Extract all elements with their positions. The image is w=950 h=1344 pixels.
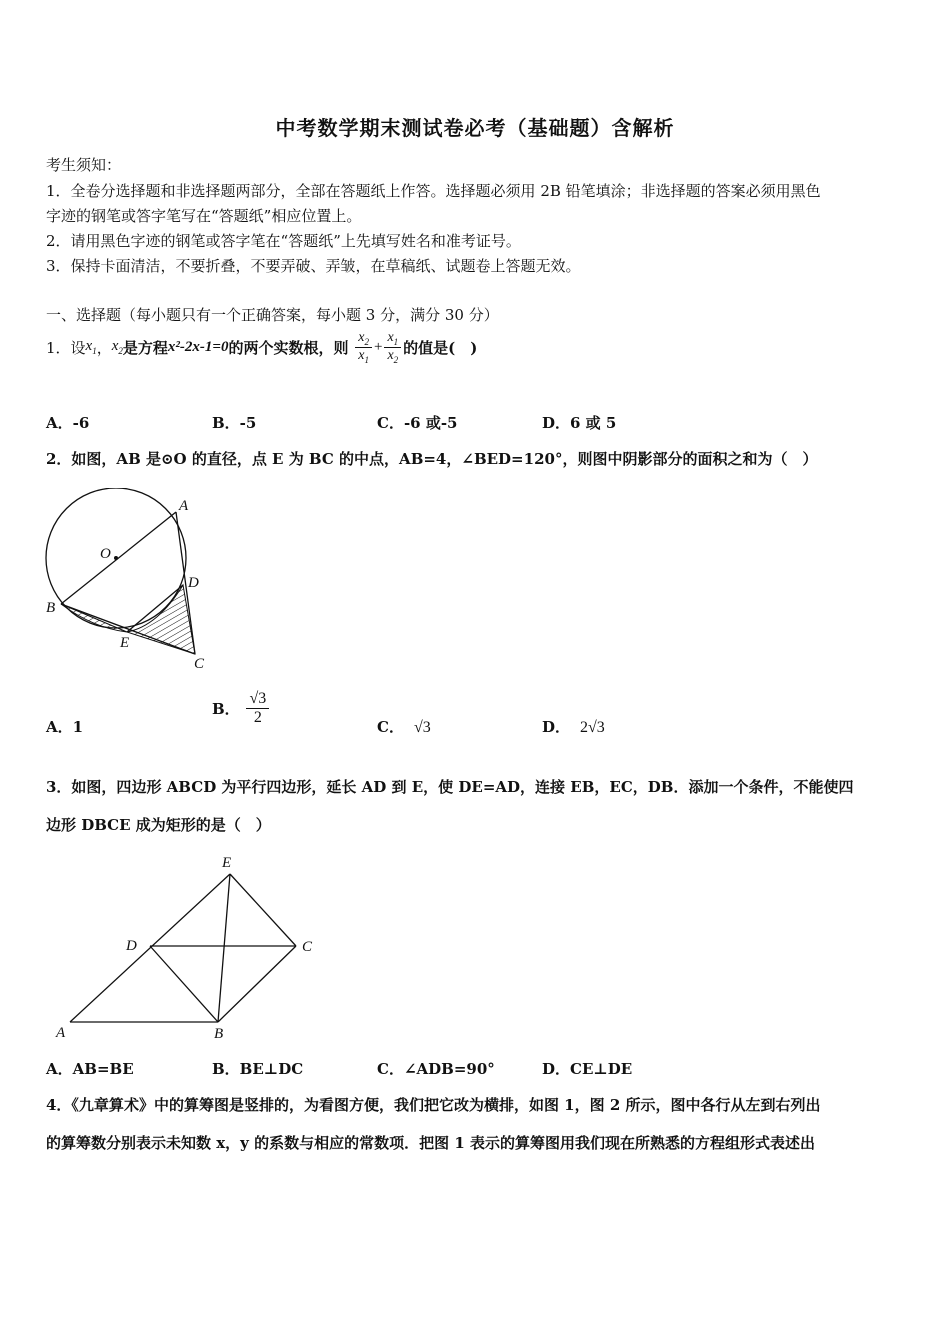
segment-ec xyxy=(230,874,296,946)
q2-option-c[interactable] xyxy=(377,716,431,737)
shaded-region-right xyxy=(127,585,195,654)
q3-option-d[interactable]: D．CE⊥DE xyxy=(542,1060,633,1078)
q2-option-b-label: B． xyxy=(212,700,240,718)
q2-option-a[interactable]: A．1 xyxy=(46,718,84,736)
segment-db xyxy=(150,946,218,1022)
q3-option-b[interactable]: B．BE⊥DC xyxy=(212,1060,304,1078)
label-e: E xyxy=(222,855,232,871)
q1-option-a[interactable]: A．-6 xyxy=(46,414,90,432)
q1-suffix: 的值是( ) xyxy=(403,338,478,357)
q1-option-b[interactable]: B．-5 xyxy=(212,414,257,432)
label-a: A xyxy=(179,498,189,514)
q2-option-d-label: D． xyxy=(542,718,571,736)
segment-ae xyxy=(70,874,230,1022)
label-b: B xyxy=(214,1026,224,1042)
question-3-line-1: 3．如图，四边形 ABCD 为平行四边形，延长 AD 到 E，使 DE=AD，连接 EB，EC，DB．添加一个条件，不能使四 xyxy=(46,778,854,796)
label-a: A xyxy=(56,1025,66,1041)
segment-eb xyxy=(218,874,230,1022)
center-point xyxy=(114,556,118,560)
q1-equation: x²-2x-1=0 xyxy=(167,338,229,355)
label-c: C xyxy=(194,656,205,672)
notice-heading: 考生须知： xyxy=(46,156,122,174)
q2-option-d-value: 2√3 xyxy=(580,719,605,736)
q1-prefix: 1．设 xyxy=(46,338,86,357)
notice-line-3: 3．保持卡面清洁，不要折叠，不要弄破、弄皱，在草稿纸、试题卷上答题无效。 xyxy=(46,257,581,275)
q2-option-b[interactable] xyxy=(212,690,271,727)
label-b: B xyxy=(46,600,56,616)
q1-sep: ， xyxy=(96,338,112,357)
q2-option-b-fraction: $\frac{√3}{2}$ xyxy=(246,690,269,727)
label-d: D xyxy=(126,938,137,954)
q1-fraction-2: $\frac{x_1}{x_2}$ xyxy=(384,330,401,365)
diameter-ab xyxy=(61,512,176,604)
label-d: D xyxy=(188,575,199,591)
q1-x2: $x_2$ xyxy=(111,338,123,357)
page-title: 中考数学期末测试卷必考（基础题）含解析 xyxy=(275,116,675,140)
q1-option-c[interactable]: C．-6 或-5 xyxy=(377,414,458,432)
notice-line-1b: 字迹的钢笔或答字笔写在“答题纸”相应位置上。 xyxy=(46,207,362,225)
q2-option-c-label: C． xyxy=(377,718,404,736)
question-4-line-2: 的算筹数分别表示未知数 x，y 的系数与相应的常数项．把图 1 表示的算筹图用我们现在所熟悉的方程组形式表述出 xyxy=(46,1134,815,1152)
question-4-line-1: 4．《九章算术》中的算筹图是竖排的，为看图方便，我们把它改为横排，如图 1，图 2 所示，图中各行从左到右列出 xyxy=(46,1096,821,1114)
q1-x1: $x_1$ xyxy=(85,338,97,357)
segment-bc xyxy=(218,946,296,1022)
label-e: E xyxy=(120,635,130,651)
question-2: 2．如图，AB 是⊙O 的直径，点 E 为 BC 的中点，AB=4，∠BED=120°，则图中阴影部分的面积之和为（ ） xyxy=(46,450,818,468)
q1-mid2: 的两个实数根，则 xyxy=(228,338,349,357)
q3-parallelogram-figure xyxy=(50,848,330,1043)
section-heading: 一、选择题（每小题只有一个正确答案，每小题 3 分，满分 30 分） xyxy=(46,306,499,324)
q1-option-d[interactable]: D．6 或 5 xyxy=(542,414,617,432)
q1-fraction-1: $\frac{x_2}{x_1}$ xyxy=(355,330,372,365)
notice-line-1a: 1．全卷分选择题和非选择题两部分，全部在答题纸上作答。选择题必须用 2B 铅笔填涂；非选择题的答案必须用黑色 xyxy=(46,182,821,200)
label-c: C xyxy=(302,939,313,955)
q2-circle-figure xyxy=(38,488,228,678)
q1-mid: 是方程 xyxy=(122,338,168,357)
q3-option-a[interactable]: A．AB=BE xyxy=(46,1060,134,1078)
q2-option-c-value: √3 xyxy=(413,719,431,736)
q2-option-d[interactable] xyxy=(542,716,605,737)
question-3-line-2: 边形 DBCE 成为矩形的是（ ） xyxy=(46,816,271,834)
label-o: O xyxy=(100,546,111,562)
notice-line-2: 2．请用黑色字迹的钢笔或答字笔在“答题纸”上先填写姓名和准考证号。 xyxy=(46,232,521,250)
q3-option-c[interactable]: C．∠ADB=90° xyxy=(377,1060,495,1078)
question-1: 1．设$x_1$，$x_2$是方程x²-2x-1=0的两个实数根，则 $\frac{x_2}{x_1}$ + $\frac{x_1}{x_2}$ 的值是( ) xyxy=(46,330,478,365)
